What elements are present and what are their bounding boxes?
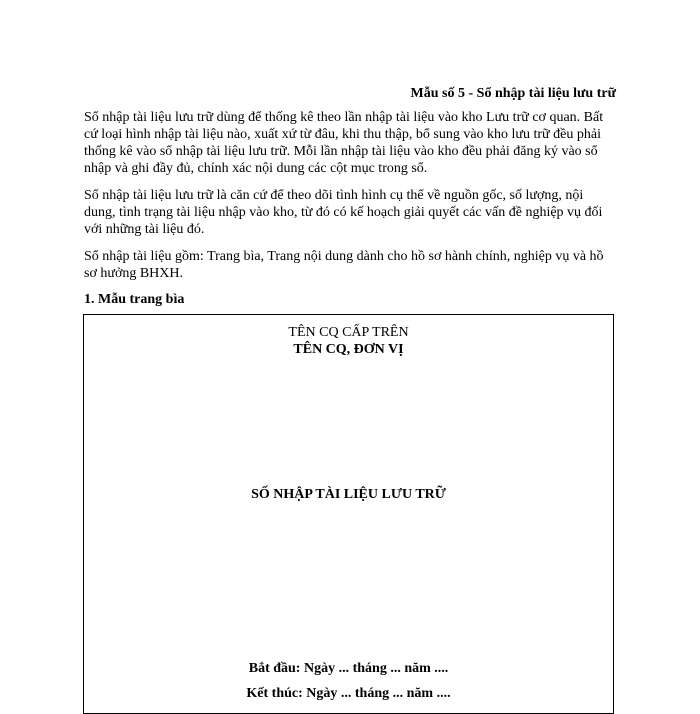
purpose-paragraph: Sổ nhập tài liệu lưu trữ là căn cứ để theo dõi tình hình cụ thể về nguồn gốc, số lượng, nội dung, tình trạng tài liệu nhập vào kho, từ đó có kế hoạch giải quyết các vấn đề nghiệp vụ đối với những tài liệu đó. [84, 188, 603, 237]
end-date-line: Kết thúc: Ngày ... tháng ... năm .... [246, 686, 451, 701]
intro-paragraph: Sổ nhập tài liệu lưu trữ dùng để thống kê theo lần nhập tài liệu vào kho Lưu trữ cơ quan. Bất cứ loại hình nhập tài liệu nào, xuất xứ từ đâu, khi thu thập, bổ sung vào kho lưu trữ đều phải thống kê vào sổ nhập tài liệu lưu trữ. Mỗi lần nhập tài liệu vào kho đều phải đăng ký vào sổ nhập và ghi đầy đủ, chính xác nội dung các cột mục trong sổ. [84, 110, 604, 176]
start-date-line: Bắt đầu: Ngày ... tháng ... năm .... [248, 661, 449, 676]
cover-page-template [83, 314, 614, 714]
form-number-label: Mẫu số 5 - Sổ nhập tài liệu lưu trữ [410, 86, 616, 101]
agency-name: TÊN CQ, ĐƠN VỊ [293, 342, 404, 357]
section-heading-cover-template: 1. Mẫu trang bìa [84, 292, 185, 307]
contents-paragraph: Sổ nhập tài liệu gồm: Trang bìa, Trang nội dung dành cho hồ sơ hành chính, nghiệp vụ và hồ sơ hưởng BHXH. [84, 249, 604, 281]
parent-agency-name: TÊN CQ CẤP TRÊN [288, 325, 409, 340]
book-title: SỐ NHẬP TÀI LIỆU LƯU TRỮ [251, 487, 446, 502]
